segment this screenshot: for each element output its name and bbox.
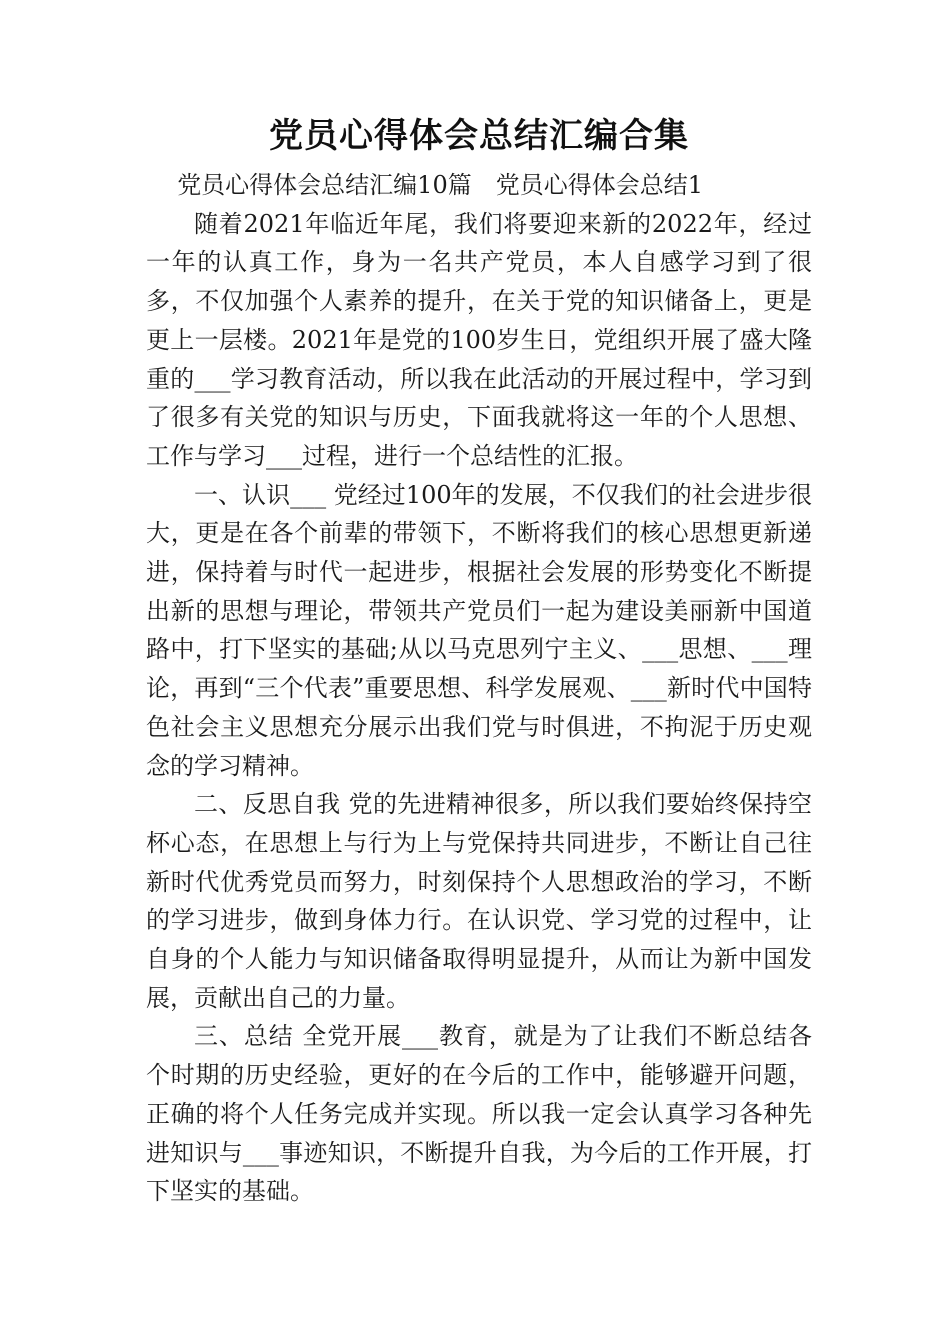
paragraph-intro: 随着2021年临近年尾，我们将要迎来新的2022年，经过一年的认真工作，身为一名共产党员，本人自感学习到了很多，不仅加强个人素养的提升，在关于党的知识储备上，更是更上一层楼。2021年是党的100岁生日，党组织开展了盛大隆重的___学习教育活动，所以我在此活动的开展过程中，学习到了很多有关党的知识与历史，下面我就将这一年的个人思想、工作与学习___过程，进行一个总结性的汇报。 bbox=[146, 209, 812, 470]
paragraph-section-2: 二、反思自我 党的先进精神很多，所以我们要始终保持空杯心态，在思想上与行为上与党保持共同进步，不断让自己往新时代优秀党员而努力，时刻保持个人思想政治的学习，不断的学习进步，做到身体力行。在认识党、学习党的过程中，让自身的个人能力与知识储备取得明显提升，从而让为新中国发展，贡献出自己的力量。 bbox=[146, 790, 812, 1012]
document-subtitle: 党员心得体会总结汇编10篇 党员心得体会总结1 bbox=[177, 171, 703, 199]
document-page bbox=[146, 112, 812, 1211]
document-title: 党员心得体会总结汇编合集 bbox=[269, 116, 689, 156]
paragraph-section-1: 一、认识___ 党经过100年的发展，不仅我们的社会进步很大，更是在各个前辈的带领下，不断将我们的核心思想更新递进，保持着与时代一起进步，根据社会发展的形势变化不断提出新的思想与理论，带领共产党员们一起为建设美丽新中国道路中，打下坚实的基础;从以马克思列宁主义、___思想、___理论，再到“三个代表”重要思想、科学发展观、___新时代中国特色社会主义思想充分展示出我们党与时俱进，不拘泥于历史观念的学习精神。 bbox=[146, 480, 812, 780]
paragraph-section-3: 三、总结 全党开展___教育，就是为了让我们不断总结各个时期的历史经验，更好的在今后的工作中，能够避开问题，正确的将个人任务完成并实现。所以我一定会认真学习各种先进知识与___事迹知识，不断提升自我，为今后的工作开展，打下坚实的基础。 bbox=[146, 1022, 812, 1206]
